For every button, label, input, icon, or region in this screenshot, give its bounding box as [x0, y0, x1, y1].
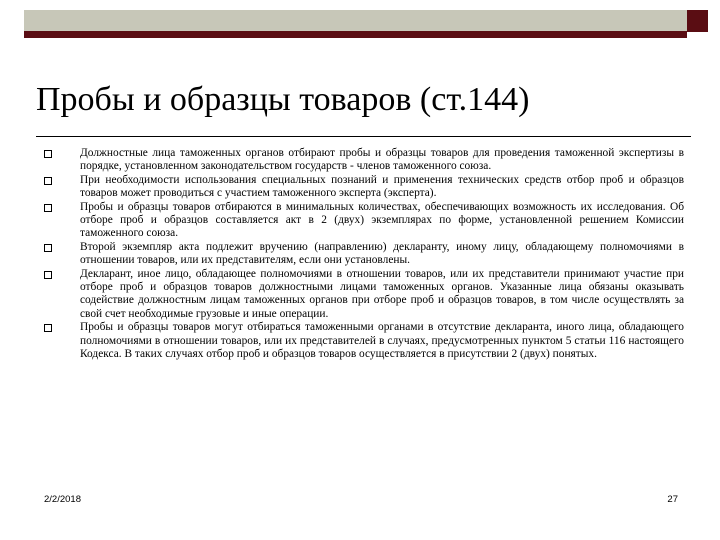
title-divider: [36, 136, 691, 137]
list-item-text: Пробы и образцы товаров могут отбираться таможенными органами в отсутствие декларанта, иного лица, обладающего полномочиями в отношении товаров, или их представителей в случаях, предусмотренных пунктом 5 статьи 116 настоящего Кодекса. В таких случаях отбор проб и образцов товаров осуществляется в присутствии 2 (двух) понятых.: [80, 321, 684, 361]
square-bullet-icon: [44, 150, 52, 158]
list-item: [44, 201, 684, 241]
list-item-text: При необходимости использования специальных познаний и применения технических средств отбор проб и образцов товаров может проводиться с участием таможенного эксперта (эксперта).: [80, 173, 684, 200]
square-bullet-icon: [44, 177, 52, 185]
square-bullet-icon: [44, 271, 52, 279]
list-item-text: Пробы и образцы товаров отбираются в минимальных количествах, обеспечивающих возможность их исследования. Об отборе проб и образцов составляется акт в 2 (двух) экземплярах по форме, установленной решением Комиссии таможенного союза.: [80, 200, 684, 240]
page-number: 27: [667, 494, 678, 505]
list-item-text: Декларант, иное лицо, обладающее полномочиями в отношении товаров, или их представители принимают участие при отборе проб и образцов товаров должностными лицами таможенных органов. Указанные лица обязаны оказывать содействие должностным лицам таможенных органов при отборе проб и образцов товаров, в том числе осуществлять за свой счет необходимые грузовые и иные операции.: [80, 267, 684, 320]
list-item: [44, 147, 684, 174]
header-band: [24, 10, 687, 32]
list-item: [44, 174, 684, 201]
square-bullet-icon: [44, 244, 52, 252]
corner-accent-square: [687, 10, 708, 32]
square-bullet-icon: [44, 204, 52, 212]
square-bullet-icon: [44, 324, 52, 332]
list-item: [44, 241, 684, 268]
list-item: [44, 321, 684, 361]
list-item-text: Должностные лица таможенных органов отбирают пробы и образцы товаров для проведения таможенной экспертизы в порядке, установленном законодательством государств - членов таможенного союза.: [80, 147, 684, 173]
bullet-list: [44, 147, 684, 362]
list-item-text: Второй экземпляр акта подлежит вручению (направлению) декларанту, иному лицу, обладающему полномочиями в отношении товаров, или их представителям, если они установлены.: [80, 240, 684, 267]
list-item: [44, 268, 684, 322]
slide-title: Пробы и образцы товаров (ст.144): [36, 81, 530, 118]
footer-date: 2/2/2018: [44, 494, 81, 505]
header-accent-stripe: [24, 31, 687, 38]
